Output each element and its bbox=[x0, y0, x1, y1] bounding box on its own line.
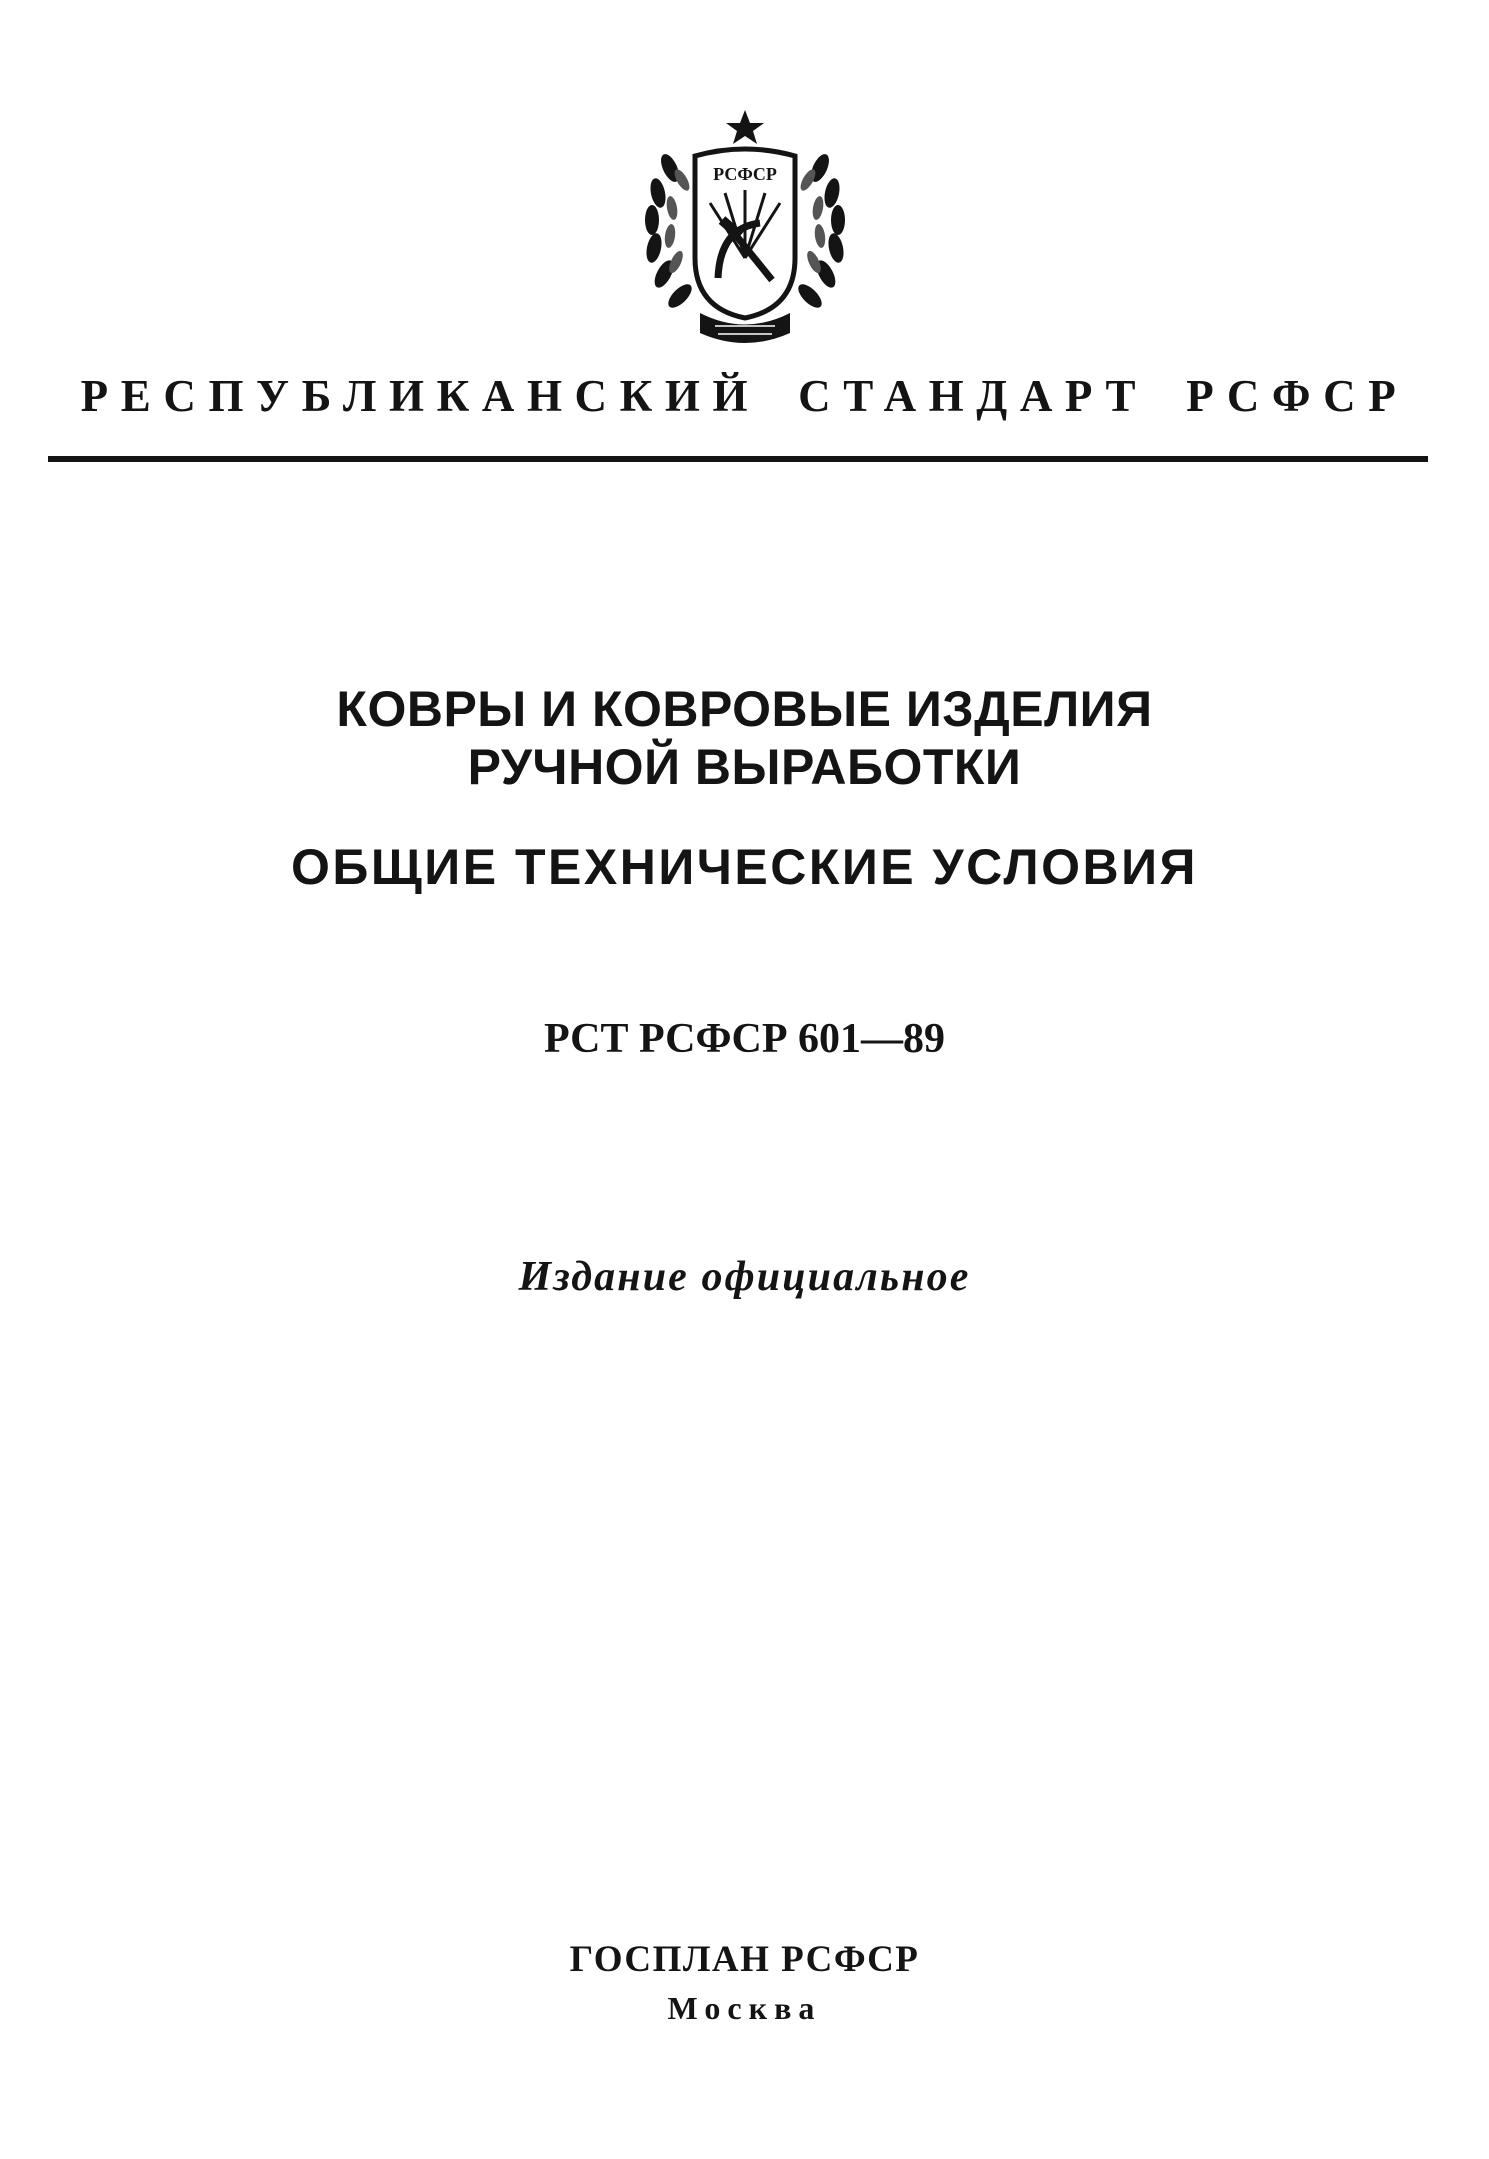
star-icon bbox=[726, 110, 764, 144]
publisher-city: Москва bbox=[667, 1990, 822, 2026]
publisher-name: ГОСПЛАН РСФСР bbox=[569, 1939, 920, 1980]
header-republican-standard bbox=[0, 370, 1489, 422]
edition-note: Издание официальное bbox=[518, 1254, 971, 1300]
header-divider bbox=[48, 456, 1428, 462]
title-line-2: РУЧНОЙ ВЫРАБОТКИ bbox=[467, 739, 1022, 795]
wheat-wreath-left-icon bbox=[644, 151, 696, 311]
title-line-3: ОБЩИЕ ТЕХНИЧЕСКИЕ УСЛОВИЯ bbox=[291, 839, 1198, 895]
rsfsr-coat-of-arms-icon bbox=[640, 108, 850, 353]
header-word-republican: РЕСПУБЛИКАНСКИЙ bbox=[80, 371, 761, 421]
standard-designation: РСТ РСФСР 601—89 bbox=[543, 1016, 946, 1062]
emblem-legend: РСФСР bbox=[713, 164, 777, 184]
title-line-1: КОВРЫ И КОВРОВЫЕ ИЗДЕЛИЯ bbox=[336, 681, 1153, 737]
header-word-rsfsr: РСФСР bbox=[1186, 371, 1409, 421]
wheat-wreath-right-icon bbox=[794, 151, 846, 311]
header-word-standard: СТАНДАРТ bbox=[798, 371, 1149, 421]
